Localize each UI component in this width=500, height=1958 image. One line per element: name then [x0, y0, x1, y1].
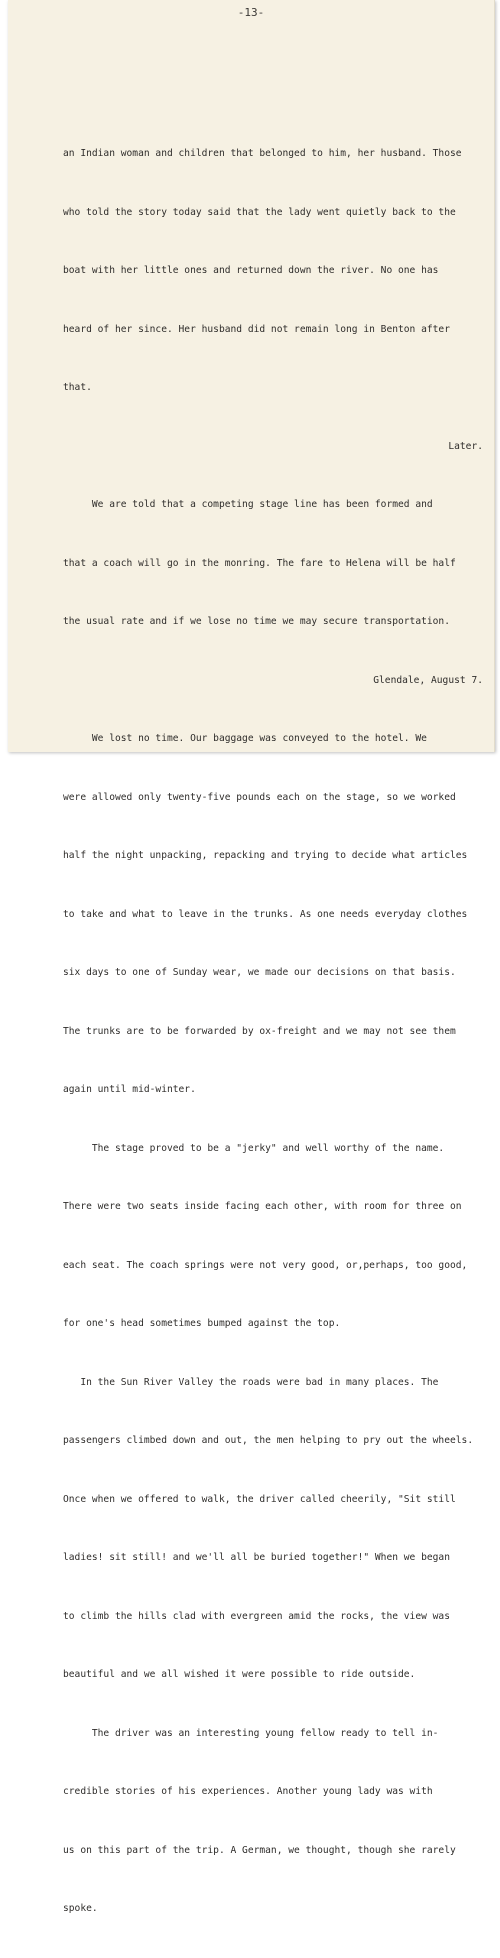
text-line: The stage proved to be a "jerky" and well worthy of the name.: [63, 1142, 445, 1154]
text-line: Once when we offered to walk, the driver called cheerily, "Sit still: [63, 1493, 456, 1505]
text-line: six days to one of Sunday wear, we made our decisions on that basis.: [63, 967, 456, 978]
text-line: spoke.: [63, 1903, 98, 1914]
text-line: the usual rate and if we lose no time we may secure transportation.: [63, 616, 450, 627]
text-line: credible stories of his experiences. Another young lady was with: [63, 1786, 433, 1797]
dateline: Glendale, August 7.: [373, 674, 483, 686]
text-line: us on this part of the trip. A German, we thought, though she rarely: [63, 1844, 456, 1856]
text-line: each seat. The coach springs were not very good, or,perhaps, too good,: [63, 1259, 468, 1271]
text-line: an Indian woman and children that belonged to him, her husband. Those: [63, 148, 462, 159]
body-text: [63, 105, 483, 1958]
text-line: to climb the hills clad with evergreen amid the rocks, the view was: [63, 1610, 450, 1622]
text-line: heard of her since. Her husband did not remain long in Benton after: [63, 323, 450, 335]
dateline: Later.: [448, 440, 483, 452]
text-line: The trunks are to be forwarded by ox-freight and we may not see them: [63, 1025, 456, 1037]
text-line: again until mid-winter.: [63, 1084, 196, 1095]
text-line: ladies! sit still! and we'll all be buried together!" When we began: [63, 1552, 450, 1563]
text-line: We are told that a competing stage line has been formed and: [63, 499, 433, 510]
text-line: passengers climbed down and out, the men helping to pry out the wheels.: [63, 1435, 474, 1446]
text-line: to take and what to leave in the trunks. As one needs everyday clothes: [63, 908, 468, 920]
document-page: [8, 0, 495, 1914]
text-line: were allowed only twenty-five pounds each on the stage, so we worked: [63, 791, 456, 803]
text-line: In the Sun River Valley the roads were bad in many places. The: [63, 1376, 439, 1388]
page-number: -13-: [237, 6, 265, 19]
text-line: who told the story today said that the lady went quietly back to the: [63, 206, 456, 218]
text-line: that.: [63, 382, 92, 393]
text-line: beautiful and we all wished it were possible to ride outside.: [63, 1669, 416, 1680]
text-line: We lost no time. Our baggage was conveyed to the hotel. We: [63, 733, 427, 744]
text-line: for one's head sometimes bumped against the top.: [63, 1318, 341, 1329]
text-line: There were two seats inside facing each other, with room for three on: [63, 1201, 462, 1212]
text-line: that a coach will go in the monring. The fare to Helena will be half: [63, 557, 456, 569]
text-line: The driver was an interesting young fellow ready to tell in-: [63, 1727, 439, 1739]
text-line: half the night unpacking, repacking and trying to decide what articles: [63, 850, 468, 861]
text-line: boat with her little ones and returned down the river. No one has: [63, 265, 439, 276]
